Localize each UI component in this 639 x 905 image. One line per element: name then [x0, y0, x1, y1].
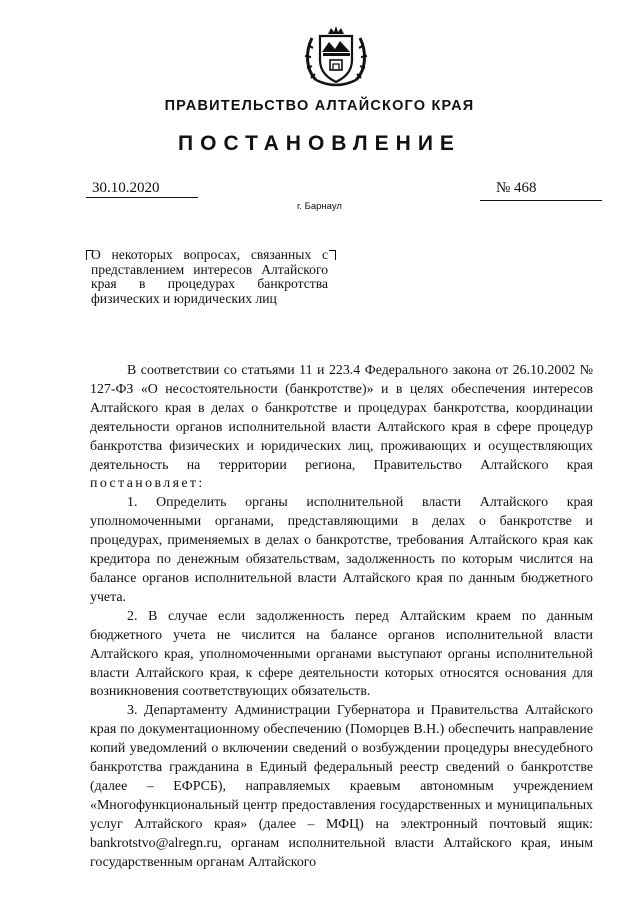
- item-3-paragraph: 3. Департаменту Администрации Губернатора и Правительства Алтайского края по документационному обеспечению (Поморцев В.Н.) обеспечить направление копий уведомлений о включении сведений о возбуждении процедуры внесудебного банкротства гражданина в Единый федеральный реестр сведений о банкротстве (далее – ЕФРСБ), направляемых краевым автономным учреждением «Многофункциональный центр предоставления государственных и муниципальных услуг Алтайского края» (далее – МФЦ) на электронный почтовый ящик: bankrotstvo@alregn.ru, органам исполнительной власти Алтайского края, иным государственным органам Алтайского: [90, 703, 593, 870]
- intro-text: В соответствии со статьями 11 и 223.4 Федерального закона от 26.10.2002 № 127-ФЗ «О несостоятельности (банкротстве)» и в целях обеспечения интересов Алтайского края в делах о банкротстве и процедурах банкротства, координации деятельности органов исполнительной власти Алтайского края в сфере процедур банкротства физических и юридических лиц, проживающих и осуществляющих деятельность на территории региона, Правительство Алтайского края: [90, 363, 593, 473]
- government-title: ПРАВИТЕЛЬСТВО АЛТАЙСКОГО КРАЯ: [164, 98, 475, 114]
- document-city: г. Барнаул: [297, 201, 342, 212]
- subject-bracket-right: [329, 250, 336, 260]
- document-body: [90, 362, 593, 872]
- document-subject: О некоторых вопросах, связанных с представлением интересов Алтайского края в процедурах банкротства физических и юридических лиц: [91, 247, 328, 306]
- item-2-paragraph: 2. В случае если задолженность перед Алтайским краем по данным бюджетного учета не числится на балансе органов исполнительной власти Алтайского края, уполномоченными органами выступают органы исполнительной власти Алтайского края, к сфере деятельности которых относятся основания для возникновения соответствующих обязательств.: [90, 608, 593, 700]
- item-1-paragraph: 1. Определить органы исполнительной власти Алтайского края уполномоченными органами, представляющими в делах о банкротстве и процедурах, применяемых в делах о банкротстве, требования Алтайского края как кредитора по денежным обязательствам, задолженность по которым числится на балансе органов исполнительной власти Алтайского края по данным бюджетного учета.: [90, 495, 593, 605]
- document-number: № 468: [496, 180, 537, 196]
- intro-paragraph: [90, 362, 593, 494]
- number-underline: [480, 200, 602, 201]
- altai-coat-of-arms-icon: [302, 22, 370, 92]
- document-date: 30.10.2020: [92, 180, 160, 196]
- document-type: ПОСТАНОВЛЕНИЕ: [178, 132, 461, 155]
- decree-word: постановляет:: [90, 476, 205, 492]
- date-underline: [86, 197, 198, 198]
